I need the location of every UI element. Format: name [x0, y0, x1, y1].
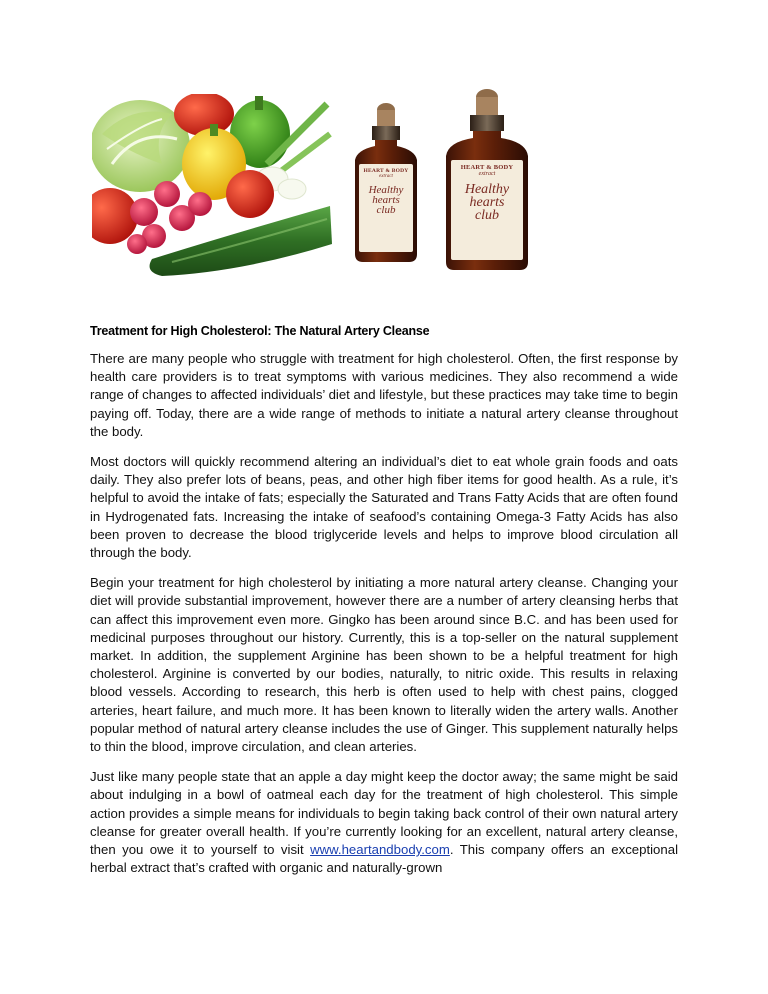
paragraph-4 [90, 768, 678, 877]
paragraph-2: Most doctors will quickly recommend altering an individual’s diet to eat whole grain foods and oats daily. They also prefer lots of beans, peas, and other high fiber items for good health. As a rule, it’s helpful to avoid the intake of fats; especially the Saturated and Trans Fatty Acids that are often found in Hydrogenated fats. Increasing the intake of seafood’s containing Omega-3 Fatty Acids has also been proven to decrease the blood triglyceride levels and helps to improve blood circulation all through the body. [90, 454, 678, 561]
paragraph-1: There are many people who struggle with treatment for high cholesterol. Often, the first response by health care providers is to treat symptoms with various medicines. They also recommend a wide range of changes to affected individuals’ diet and lifestyle, but these practices may take time to begin paying off. Today, there are a wide range of methods to initiate a natural artery cleanse throughout the body. [90, 351, 678, 439]
article-heading: Treatment for High Cholesterol: The Natural Artery Cleanse [90, 324, 430, 338]
small-hearts-text: hearts [372, 194, 400, 206]
large-healthy-text: Healthy [464, 182, 510, 197]
large-club-text: club [474, 208, 500, 223]
small-brand-text: HEART & BODY [363, 168, 409, 174]
large-brand-text: HEART & BODY [460, 164, 514, 171]
small-extract-text: extract [379, 174, 393, 179]
large-hearts-text: hearts [469, 195, 505, 210]
small-club-text: club [376, 204, 396, 216]
large-bottle-label [451, 164, 523, 222]
vegetables-image [92, 94, 332, 276]
heartandbody-link[interactable]: www.heartandbody.com [310, 842, 450, 858]
small-healthy-text: Healthy [368, 184, 404, 196]
article-body [90, 350, 678, 889]
paragraph-3: Begin your treatment for high cholesterol by initiating a more natural artery cleanse. Changing your diet will provide substantial improvement, however there are a number of artery cleansing herbs that can affect this improvement even more. Gingko has been around since B.C. and has been used for medicinal purposes throughout our history. Currently, this is a top-seller on the natural supplement market. In addition, the supplement Arginine has been shown to be a helpful treatment for high cholesterol. Arginine is converted by our bodies, naturally, to nitric oxide. This results in relaxing blood vessels. According to research, this herb is often used to help with chest pains, clogged arteries, heart failure, and much more. It has been known to literally widen the artery walls. Another popular method of natural artery cleanse includes the use of Ginger. This supplement naturally helps to thin the blood, improve circulation, and clean arteries. [90, 575, 678, 755]
large-extract-text: extract [478, 171, 496, 177]
paragraph-4-start: Just like many people state that an apple a day might keep the doctor away; the same might be said about indulging in a bowl of oatmeal each day for the treatment of high cholesterol. This simple action provides a simple means for individuals to begin taking back control of their own natural artery cleanse for greater overall health. If you’re currently looking for an excellent, natural artery cleanse, then you owe it to yourself to visit [90, 769, 678, 858]
small-bottle-label [359, 168, 413, 215]
paragraph-4-end: . This company offers an exceptional herbal extract that’s crafted with organic and naturally-grown [90, 842, 678, 876]
